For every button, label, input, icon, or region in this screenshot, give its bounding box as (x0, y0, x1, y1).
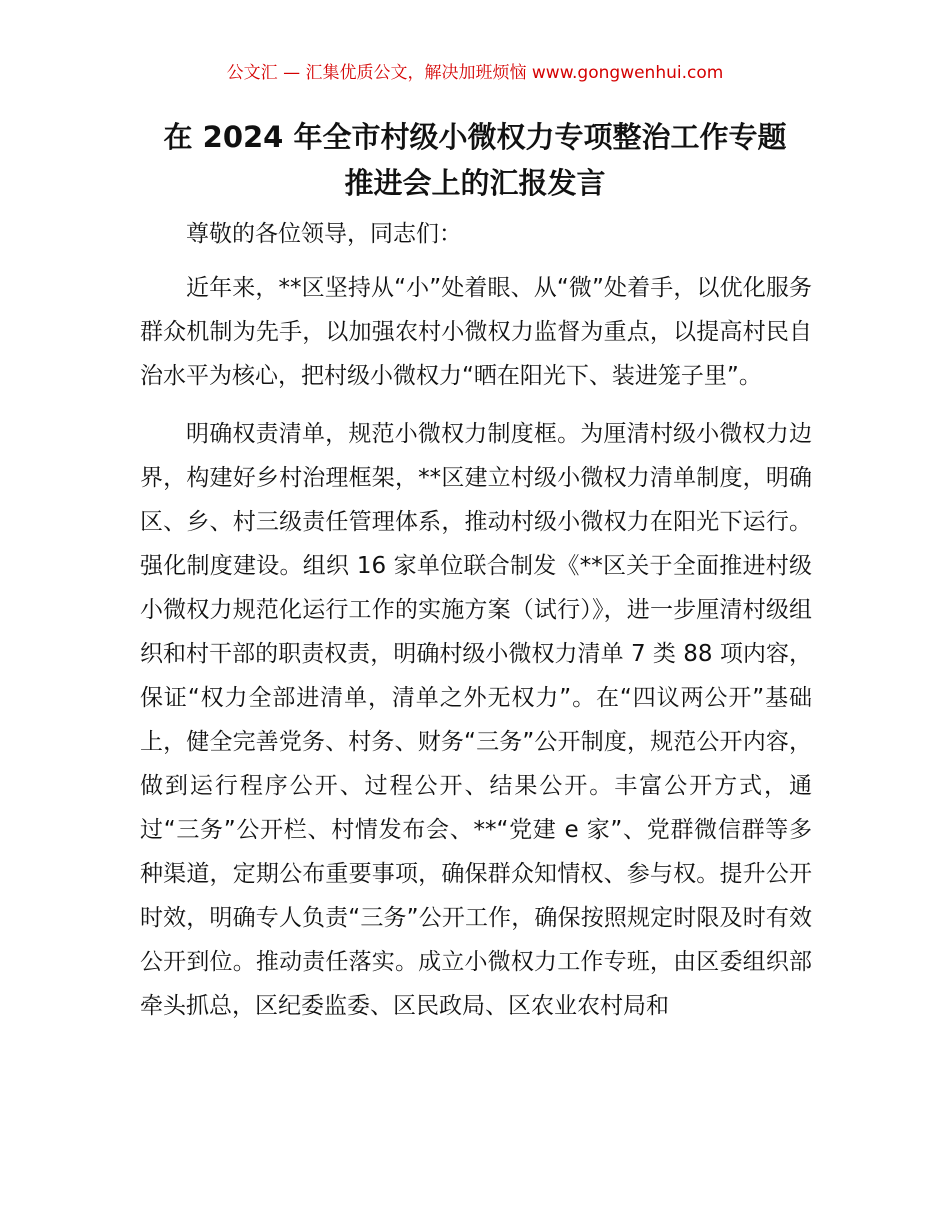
title-line-2: 推进会上的汇报发言 (344, 166, 606, 200)
document-title (100, 114, 850, 206)
paragraph-intro: 近年来，**区坚持从“小”处着眼、从“微”处着手，以优化服务群众机制为先手，以加强农村小微权力监督为重点，以提高村民自治水平为核心，把村级小微权力“晒在阳光下、装进笼子里”。 (140, 275, 812, 389)
salutation: 尊敬的各位领导，同志们： (186, 221, 462, 247)
document-body (140, 212, 812, 1028)
title-line-1: 在 2024 年全市村级小微权力专项整治工作专题 (163, 120, 787, 154)
header-banner[interactable]: 公文汇 — 汇集优质公文，解决加班烦恼 www.gongwenhui.com (226, 63, 724, 83)
paragraph-power-list: 明确权责清单，规范小微权力制度框。为厘清村级小微权力边界，构建好乡村治理框架，**区建立村级小微权力清单制度，明确区、乡、村三级责任管理体系，推动村级小微权力在阳光下运行。强化制度建设。组织 16 家单位联合制发《**区关于全面推进村级小微权力规范化运行工作的实施方案（试行）》，进一步厘清村级组织和村干部的职责权责，明确村级小微权力清单 7 类 88 项内容，保证“权力全部进清单，清单之外无权力”。在“四议两公开”基础上，健全完善党务、村务、财务“三务”公开制度，规范公开内容，做到运行程序公开、过程公开、结果公开。丰富公开方式，通过“三务”公开栏、村情发布会、**“党建 e 家”、党群微信群等多种渠道，定期公布重要事项，确保群众知情权、参与权。提升公开时效，明确专人负责“三务”公开工作，确保按照规定时限及时有效公开到位。推动责任落实。成立小微权力工作专班，由区委组织部牵头抓总，区纪委监委、区民政局、区农业农村局和 (140, 421, 812, 1019)
